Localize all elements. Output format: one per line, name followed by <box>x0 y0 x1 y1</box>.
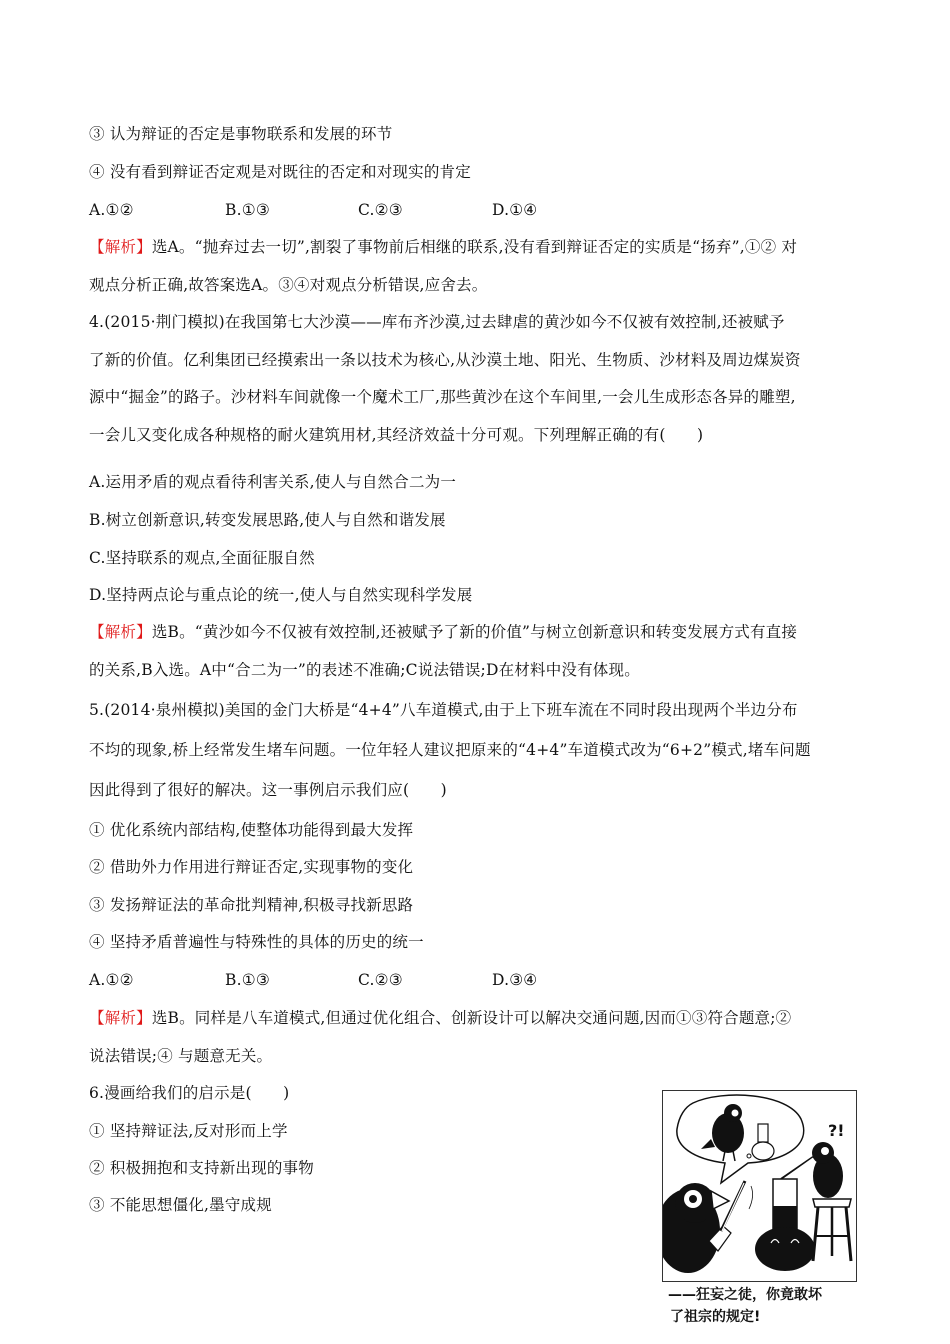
q4-stem-line-4: 一会儿又变化成各种规格的耐火建筑用材,其经济效益十分可观。下列理解正确的有( ) <box>89 426 704 444</box>
q4-analysis-line-1: 【解析】选B。“黄沙如今不仅被有效控制,还被赋予了新的价值”与树立创新意识和转变发展方式有直接 <box>89 623 798 641</box>
choice-c: C.②③ <box>358 971 403 989</box>
question-exclaim-marks: ?! <box>828 1121 845 1140</box>
q4-analysis-line-2: 的关系,B入选。A中“合二为一”的表述不准确;C说法错误;D在材料中没有体现。 <box>89 661 640 679</box>
choice-d: D.③④ <box>492 971 538 989</box>
q3-analysis-line-2: 观点分析正确,故答案选A。③④对观点分析错误,应舍去。 <box>89 276 488 294</box>
choice-d: D.①④ <box>492 201 538 219</box>
choice-a: A.①② <box>89 971 134 989</box>
q4-option-b: B.树立创新意识,转变发展思路,使人与自然和谐发展 <box>89 511 446 529</box>
q4-stem-line-1: 4.(2015·荆门模拟)在我国第七大沙漠——库布齐沙漠,过去肆虐的黄沙如今不仅被有效控制,还被赋予 <box>89 313 785 331</box>
cartoon-caption-line-2: 了祖宗的规定! <box>670 1309 761 1325</box>
q6-stem: 6.漫画给我们的启示是( ) <box>89 1084 290 1102</box>
q5-item-1: ① 优化系统内部结构,使整体功能得到最大发挥 <box>89 821 414 839</box>
choice-c: C.②③ <box>358 201 403 219</box>
cartoon-caption-line-1: ——狂妄之徒，你竟敢坏 <box>668 1287 822 1303</box>
analysis-label: 【解析】 <box>89 623 152 641</box>
q6-item-1: ① 坚持辩证法,反对形而上学 <box>89 1122 288 1140</box>
q4-stem-line-2: 了新的价值。亿利集团已经摸索出一条以技术为核心,从沙漠土地、阳光、生物质、沙材料及周边煤炭资 <box>89 351 801 369</box>
q5-stem-line-1: 5.(2014·泉州模拟)美国的金门大桥是“4+4”八车道模式,由于上下班车流在不同时段出现两个半边分布 <box>89 701 798 719</box>
analysis-label: 【解析】 <box>89 1009 152 1027</box>
q5-item-4: ④ 坚持矛盾普遍性与特殊性的具体的历史的统一 <box>89 933 424 951</box>
cartoon-image <box>662 1090 857 1282</box>
q6-item-3: ③ 不能思想僵化,墨守成规 <box>89 1196 272 1214</box>
q5-stem-line-2: 不均的现象,桥上经常发生堵车问题。一位年轻人建议把原来的“4+4”车道模式改为“6+2”模式,堵车问题 <box>89 741 811 759</box>
q6-item-2: ② 积极拥抱和支持新出现的事物 <box>89 1159 314 1177</box>
q5-analysis-line-1: 【解析】选B。同样是八车道模式,但通过优化组合、创新设计可以解决交通问题,因而①③符合题意;② <box>89 1009 792 1027</box>
choice-b: B.①③ <box>225 201 270 219</box>
q3-item-4: ④ 没有看到辩证否定观是对既往的否定和对现实的肯定 <box>89 163 471 181</box>
q4-option-c: C.坚持联系的观点,全面征服自然 <box>89 549 315 567</box>
q4-option-d: D.坚持两点论与重点论的统一,使人与自然实现科学发展 <box>89 586 473 604</box>
q3-analysis-line-1: 【解析】选A。“抛弃过去一切”,割裂了事物前后相继的联系,没有看到辩证否定的实质是“扬弃”,①② 对 <box>89 238 798 256</box>
choice-a: A.①② <box>89 201 134 219</box>
q3-item-3: ③ 认为辩证的否定是事物联系和发展的环节 <box>89 125 393 143</box>
q4-option-a: A.运用矛盾的观点看待利害关系,使人与自然合二为一 <box>89 473 457 491</box>
q5-item-3: ③ 发扬辩证法的革命批判精神,积极寻找新思路 <box>89 896 414 914</box>
crow-cartoon-illustration <box>663 1091 856 1281</box>
q5-analysis-line-2: 说法错误;④ 与题意无关。 <box>89 1047 273 1065</box>
q4-stem-line-3: 源中“掘金”的路子。沙材料车间就像一个魔术工厂,那些黄沙在这个车间里,一会儿生成形态各异的雕塑, <box>89 388 796 406</box>
analysis-label: 【解析】 <box>89 238 152 256</box>
q5-item-2: ② 借助外力作用进行辩证否定,实现事物的变化 <box>89 858 414 876</box>
q5-stem-line-3: 因此得到了很好的解决。这一事例启示我们应( ) <box>89 781 447 799</box>
choice-b: B.①③ <box>225 971 270 989</box>
